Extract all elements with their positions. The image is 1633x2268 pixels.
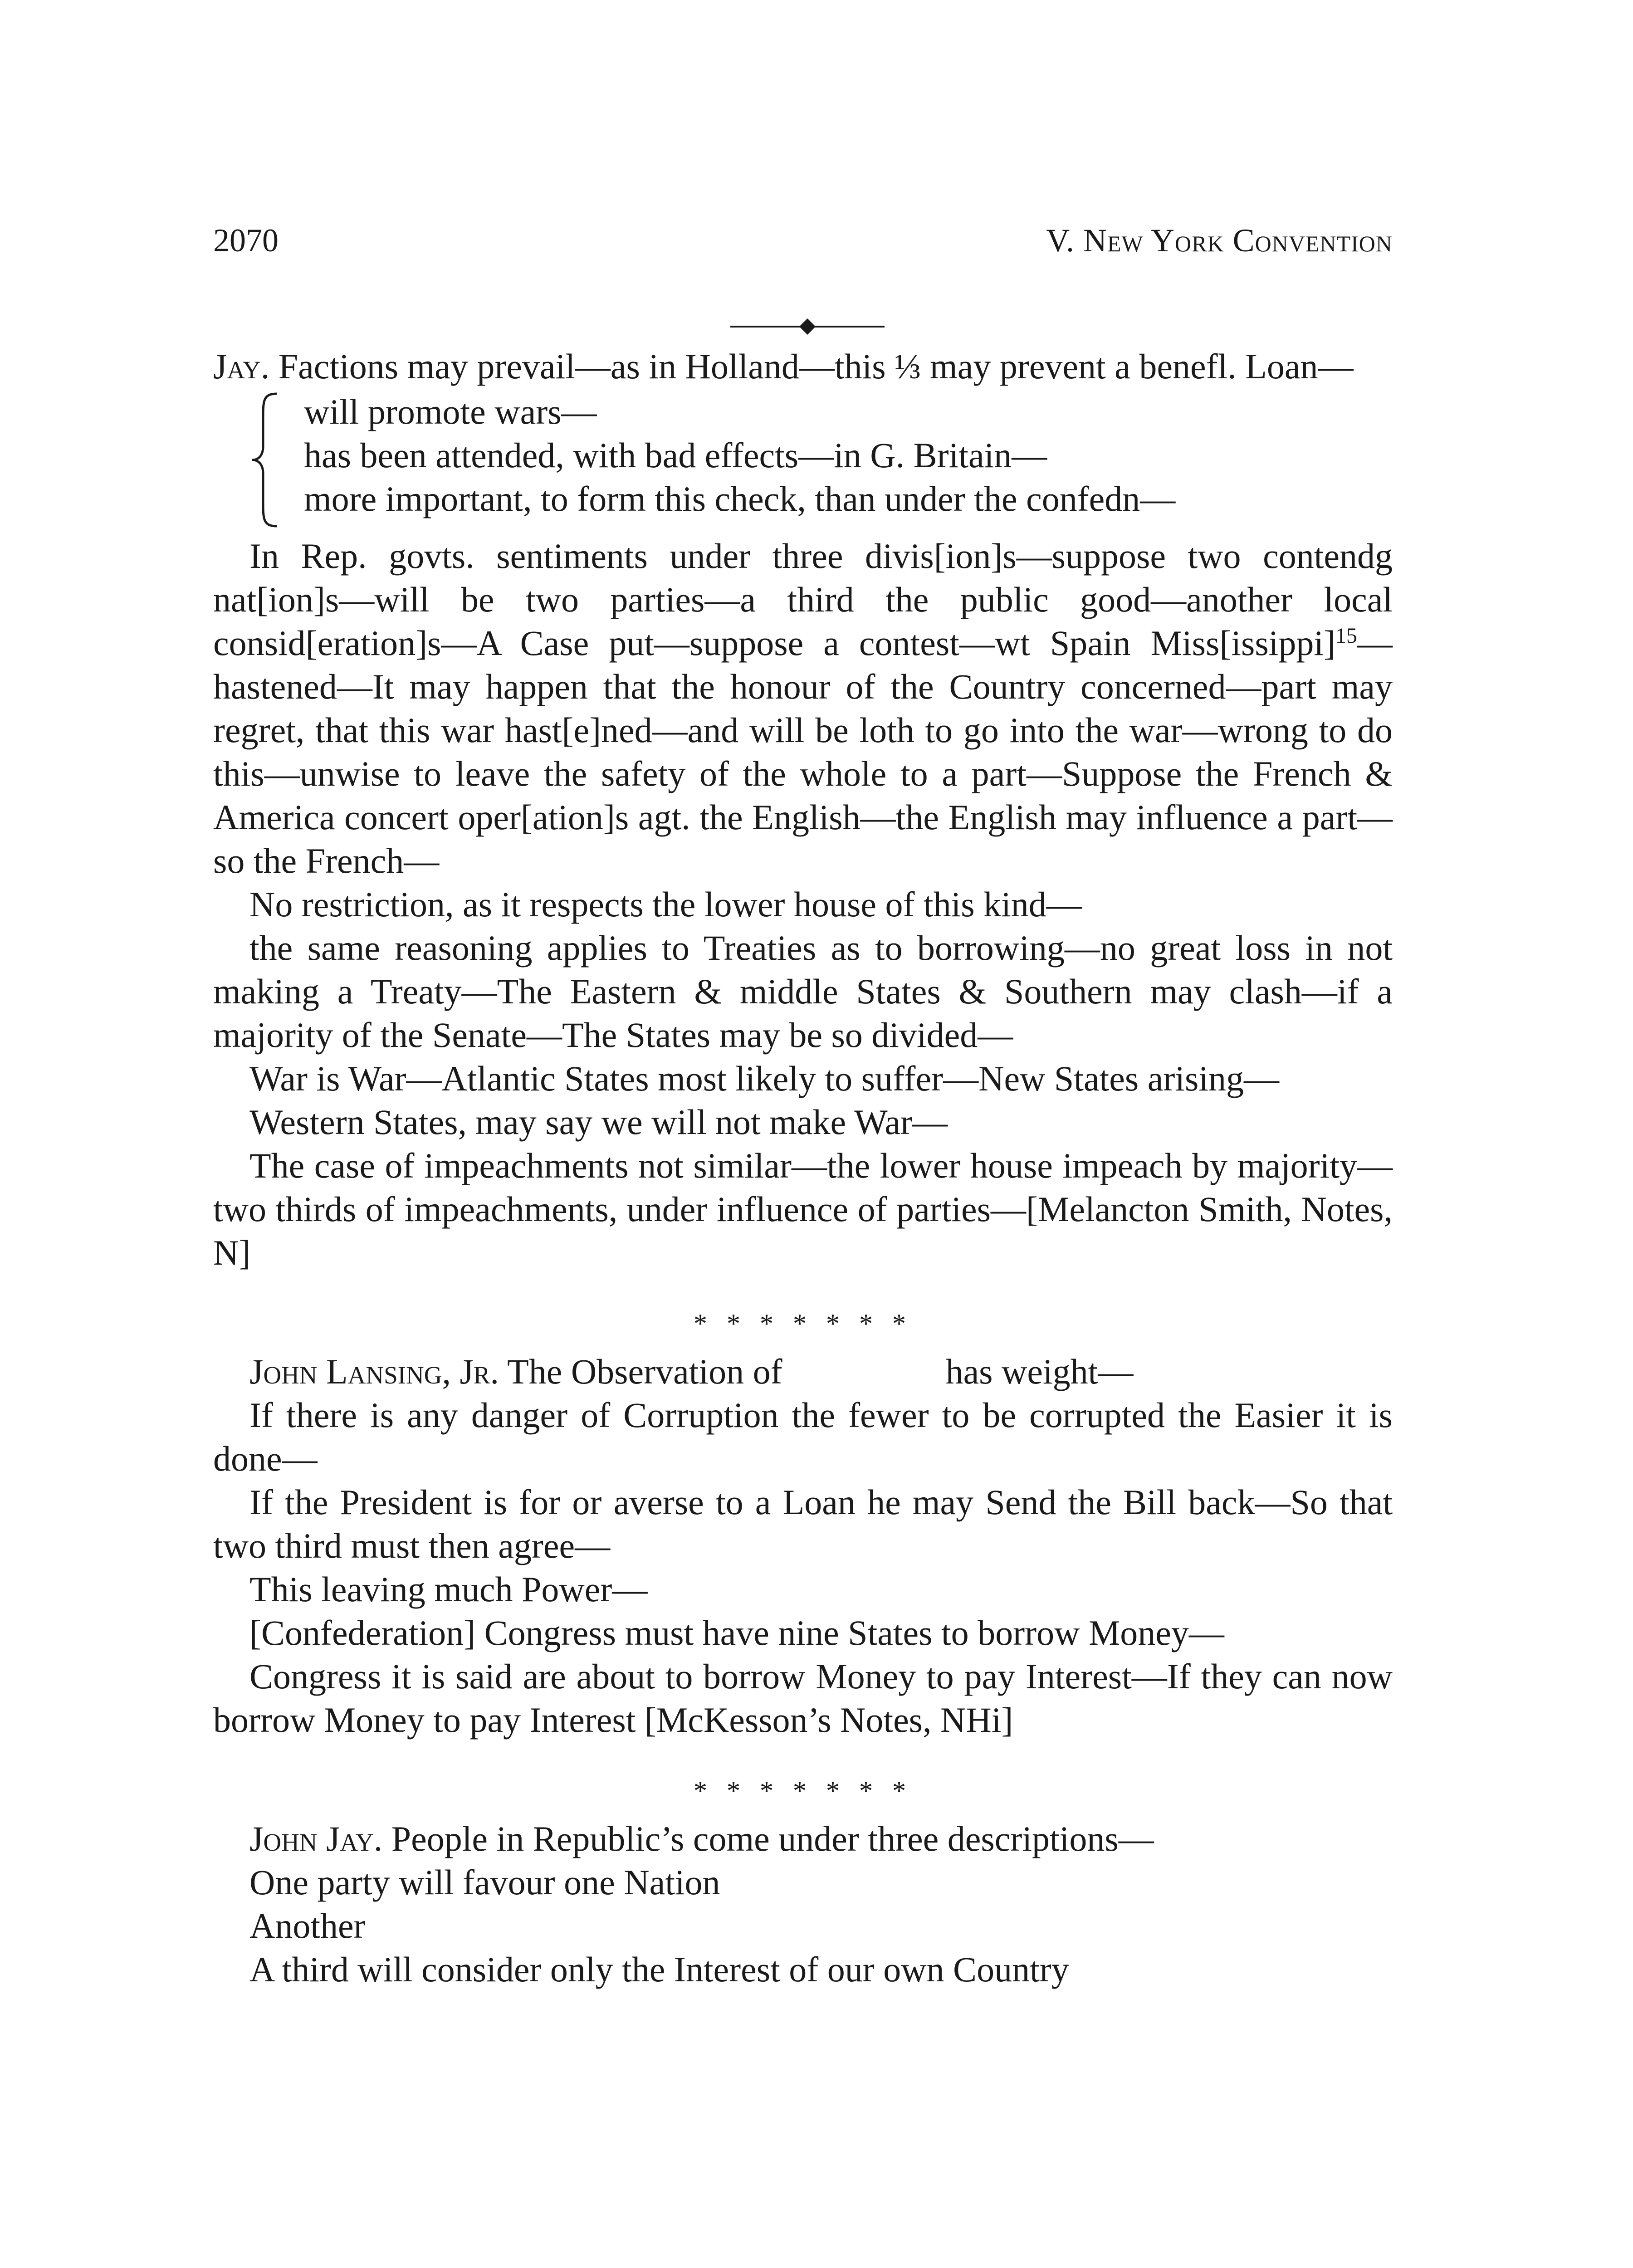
paragraph: [Confederation] Congress must have nine States to borrow Money— bbox=[249, 1613, 1224, 1652]
paragraph: the same reasoning applies to Treaties as to borrowing—no great loss in not making a Treaty—The Eastern & middle States & Southern may clash—if a majority of the Senate—The States may be so divided— bbox=[213, 928, 1393, 1055]
running-head bbox=[213, 218, 1393, 263]
paragraph: If there is any danger of Corruption the fewer to be corrupted the Easier it is done— bbox=[213, 1395, 1393, 1478]
left-brace bbox=[249, 392, 286, 528]
paragraph: Congress it is said are about to borrow Money to pay Interest—If they can now borrow Money to pay Interest [McKesson’s Notes, NHi] bbox=[213, 1657, 1393, 1740]
section-ornament bbox=[730, 313, 885, 340]
jay-intro-paragraph bbox=[213, 345, 1393, 388]
paragraph: If the President is for or averse to a Loan he may Send the Bill back—So that two third must then agree— bbox=[213, 1482, 1393, 1565]
paragraph: No restriction, as it respects the lower house of this kind— bbox=[249, 885, 1082, 924]
paragraph bbox=[213, 534, 1393, 883]
brace-item: will promote wars— bbox=[304, 392, 597, 431]
john-jay-intro-paragraph bbox=[213, 1817, 1393, 1861]
speaker-john-jay: John Jay. bbox=[249, 1819, 383, 1858]
paragraph: War is War—Atlantic States most likely to suffer—New States arising— bbox=[249, 1059, 1279, 1098]
page-number: 2070 bbox=[213, 222, 279, 259]
list-line: Another bbox=[249, 1906, 366, 1945]
paragraph: This leaving much Power— bbox=[249, 1569, 648, 1609]
paragraph-text: In Rep. govts. sentiments under three divis[ion]s—suppose two contendg nat[ion]s—will be two parties—a third the public good—another local consid[eration]s—A Case put—suppose a contest—wt Spain Miss[issippi] bbox=[213, 536, 1393, 663]
footnote-ref: 15 bbox=[1335, 624, 1357, 648]
lansing-intro-text: The Observation of bbox=[507, 1352, 782, 1391]
jay-intro-text: Factions may prevail—as in Holland—this ⅓ may prevent a benefl. Loan— bbox=[278, 347, 1354, 386]
list-line: A third will consider only the Interest of our own Country bbox=[249, 1950, 1069, 1989]
body-text bbox=[213, 345, 1393, 1991]
section-separator: * * * * * * * bbox=[694, 1309, 912, 1339]
section-separator: * * * * * * * bbox=[694, 1776, 912, 1806]
lansing-intro-paragraph bbox=[213, 1350, 1393, 1393]
brace-item: more important, to form this check, than under the confedn— bbox=[304, 479, 1176, 518]
brace-item: has been attended, with bad effects—in G. Britain— bbox=[304, 435, 1047, 475]
lansing-intro-text-end: has weight— bbox=[945, 1352, 1134, 1391]
speaker-lansing: John Lansing, Jr. bbox=[249, 1352, 499, 1391]
paragraph-text: —hastened—It may happen that the honour of the Country concerned—part may regret, that this war hast[e]ned—and will be loth to go into the war—wrong to do this—unwise to leave the safety of the whole to a part—Suppose the French & America concert oper[ation]s agt. the English—the English may influence a part—so the French— bbox=[213, 623, 1393, 880]
paragraph: The case of impeachments not similar—the lower house impeach by majority—two thirds of impeachments, under influence of parties—[Melancton Smith, Notes, N] bbox=[213, 1146, 1393, 1272]
paragraph: Western States, may say we will not make War— bbox=[249, 1102, 948, 1142]
running-title: V. New York Convention bbox=[1046, 222, 1393, 259]
document-page bbox=[213, 0, 1393, 2268]
john-jay-intro-text: People in Republic’s come under three descriptions— bbox=[391, 1819, 1154, 1858]
list-line: One party will favour one Nation bbox=[249, 1862, 720, 1902]
speaker-jay: Jay. bbox=[213, 347, 270, 386]
brace-list bbox=[249, 390, 1393, 521]
